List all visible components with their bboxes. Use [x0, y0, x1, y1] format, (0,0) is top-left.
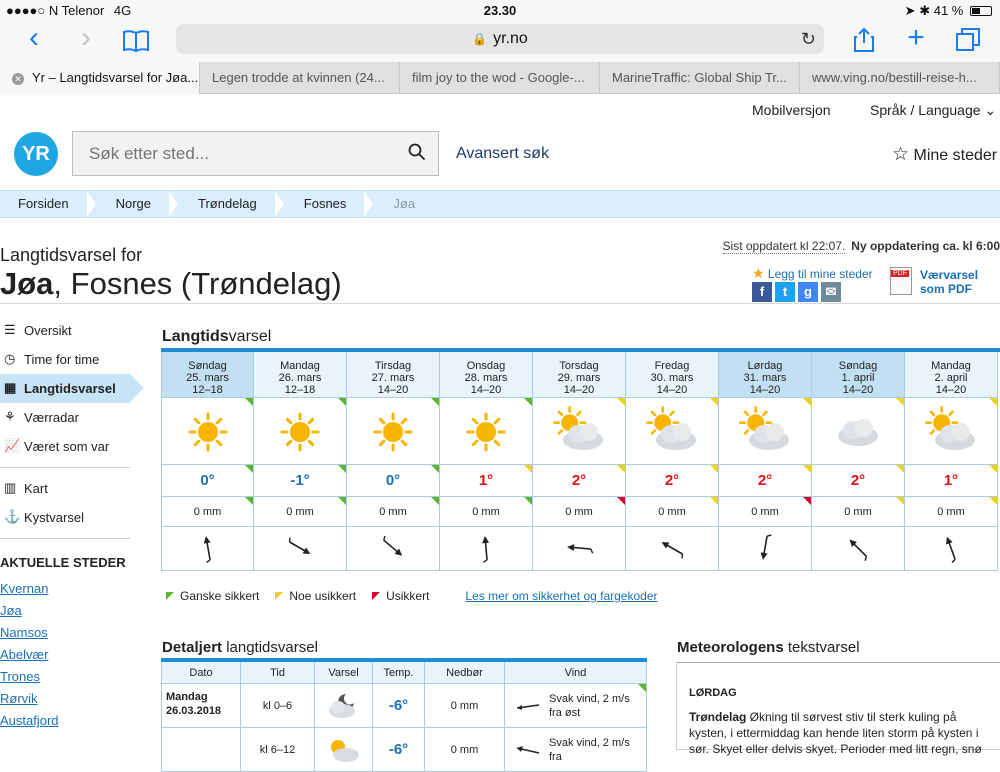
- forecast-temperature: 2°: [626, 465, 719, 497]
- divider: [0, 303, 1000, 304]
- current-place-link[interactable]: Trones: [0, 669, 40, 684]
- clock-icon: ◷: [4, 351, 16, 366]
- certainty-marker: [896, 398, 904, 406]
- forecast-temperature: 0°: [347, 465, 440, 497]
- forecast-weather: [161, 398, 254, 465]
- table-row: [161, 684, 647, 728]
- breadcrumb-separator: [275, 191, 284, 217]
- wind-arrow-icon: [285, 533, 315, 563]
- certainty-marker: [245, 465, 253, 473]
- forecast-weather: [347, 398, 440, 465]
- certainty-marker: [524, 398, 532, 406]
- certainty-marker: [989, 398, 997, 406]
- share-icon: [853, 27, 875, 53]
- forecast-day-header: [812, 352, 905, 398]
- forecast-precipitation: 0 mm: [719, 497, 812, 527]
- advanced-search-link[interactable]: Avansert søk: [456, 145, 550, 162]
- wind-arrow-icon: [936, 533, 966, 563]
- sidebar-item-kystvarsel[interactable]: ⚓ Kystvarsel: [4, 509, 84, 525]
- forecast-wind: [812, 527, 905, 571]
- battery-icon: [970, 6, 992, 16]
- wind-arrow-icon: [843, 533, 873, 563]
- breadcrumb-separator: [364, 191, 373, 217]
- forecast-weather: [440, 398, 533, 465]
- forward-button[interactable]: ›: [81, 21, 91, 54]
- meteo-body: Økning til sørvest stiv til sterk kuling på kysten, i ettermiddag kan hende liten storm på kysten i sør. Skyet eller delvis skyet. Perioder med litt regn, snø: [689, 710, 982, 756]
- tab-marinetraffic[interactable]: MarineTraffic: Global Ship Tr...: [600, 62, 800, 94]
- search-input[interactable]: [89, 144, 389, 164]
- sidebar-divider: [0, 538, 130, 539]
- partly-cloudy-icon: [557, 410, 603, 454]
- certainty-marker: [338, 497, 346, 505]
- day-name: Torsdag: [559, 360, 599, 372]
- bluetooth-icon: ✱: [919, 3, 931, 18]
- forecast-temperature: 1°: [905, 465, 998, 497]
- certainty-marker: [617, 398, 625, 406]
- day-date: 30. mars: [650, 372, 694, 384]
- clock: 23.30: [483, 3, 517, 18]
- certainty-marker: [803, 465, 811, 473]
- wind-arrow-icon: [378, 533, 408, 563]
- forecast-temperature: 2°: [812, 465, 905, 497]
- sidebar-item-vaeret-som-var[interactable]: 📈 Været som var: [4, 438, 110, 454]
- radar-icon: ⚘: [4, 409, 16, 424]
- forecast-precipitation: 0 mm: [905, 497, 998, 527]
- moon-cloud-icon: [324, 691, 364, 721]
- certainty-marker: [710, 465, 718, 473]
- forecast-title: Langtidsvarsel: [162, 328, 272, 345]
- column-header: Varsel: [315, 662, 373, 684]
- day-time: 14–20: [377, 384, 409, 396]
- detail-wind: Svak vind, 2 m/s fra: [505, 728, 647, 772]
- certainty-marker: [338, 465, 346, 473]
- certainty-marker: [638, 684, 646, 692]
- day-date: 2. april: [934, 372, 968, 384]
- sidebar-item-oversikt[interactable]: ☰ Oversikt: [4, 322, 72, 338]
- day-name: Søndag: [188, 360, 227, 372]
- new-tab-button[interactable]: +: [907, 21, 925, 54]
- day-date: 31. mars: [743, 372, 787, 384]
- forecast-weather: [254, 398, 347, 465]
- forecast-wind: [533, 527, 626, 571]
- tab-film[interactable]: film joy to the wod - Google-...: [400, 62, 600, 94]
- browser-tabs: [0, 62, 1000, 94]
- sidebar-item-time-for-time[interactable]: ◷ Time for time: [4, 351, 100, 367]
- breadcrumb-forsiden[interactable]: Forsiden: [18, 196, 69, 211]
- add-to-my-places-link[interactable]: ★ Legg til mine steder: [752, 265, 873, 281]
- certainty-marker: [338, 398, 346, 406]
- day-time: 14–20: [842, 384, 874, 396]
- current-places-heading: AKTUELLE STEDER: [0, 555, 126, 570]
- certainty-marker: [989, 497, 997, 505]
- day-time: 12–18: [192, 384, 223, 396]
- search-box: [72, 131, 439, 176]
- breadcrumb: [0, 190, 1000, 218]
- sun-icon: [278, 410, 324, 454]
- star-icon: ☆: [892, 144, 910, 165]
- wind-arrow-icon: [193, 533, 223, 563]
- forecast-precipitation: 0 mm: [440, 497, 533, 527]
- search-icon[interactable]: [408, 143, 426, 161]
- forecast-wind: [905, 527, 998, 571]
- detail-time: kl 0–6: [241, 684, 315, 728]
- detail-temp: -6°: [373, 728, 425, 772]
- url-text: yr.no: [493, 30, 528, 47]
- reload-icon[interactable]: ↻: [800, 29, 816, 49]
- location-icon: ➤: [904, 3, 916, 18]
- sidebar-item-vaerradar[interactable]: ⚘ Værradar: [4, 409, 79, 425]
- day-name: Mandag: [931, 360, 971, 372]
- breadcrumb-fosnes[interactable]: Fosnes: [303, 196, 347, 211]
- day-name: Lørdag: [747, 360, 783, 372]
- certainty-marker: [896, 465, 904, 473]
- tab-ving[interactable]: www.ving.no/bestill-reise-h...: [800, 62, 1000, 94]
- network-type: 4G: [113, 3, 132, 18]
- forecast-day-header: [626, 352, 719, 398]
- wind-arrow-icon: [657, 533, 687, 563]
- next-update: Ny oppdatering ca. kl 6:00: [851, 239, 1000, 253]
- certainty-marker: [896, 497, 904, 505]
- forecast-day-header: [161, 352, 254, 398]
- certainty-marker: [710, 398, 718, 406]
- detail-weather: [315, 684, 373, 728]
- sidebar: [0, 316, 130, 732]
- book-icon: [122, 29, 150, 53]
- certainty-marker: [617, 497, 625, 505]
- detail-temp: -6°: [373, 684, 425, 728]
- facebook-icon[interactable]: f: [752, 282, 772, 302]
- partly-cloudy-icon: [929, 410, 975, 454]
- sidebar-item-langtidsvarsel[interactable]: ▦ Langtidsvarsel: [0, 374, 130, 403]
- forecast-wind: [254, 527, 347, 571]
- page-title: Jøa, Fosnes (Trøndelag): [0, 266, 342, 301]
- day-name: Tirsdag: [374, 360, 412, 372]
- forecast-precipitation: 0 mm: [161, 497, 254, 527]
- breadcrumb-separator: [169, 191, 178, 217]
- certainty-marker: [431, 398, 439, 406]
- column-header: Tid: [241, 662, 315, 684]
- bookmarks-button[interactable]: [118, 24, 154, 56]
- current-place-link[interactable]: Kvernan: [0, 581, 49, 596]
- forecast-wind: [626, 527, 719, 571]
- detail-wind: Svak vind, 2 m/s fra øst: [505, 684, 647, 728]
- column-header: Temp.: [373, 662, 425, 684]
- email-icon[interactable]: ✉: [821, 282, 841, 302]
- sun-icon: [186, 410, 232, 454]
- star-icon: ★: [752, 265, 765, 281]
- table-row: [161, 728, 647, 772]
- detail-precip: 0 mm: [425, 728, 505, 772]
- day-date: 27. mars: [371, 372, 415, 384]
- day-date: 1. april: [841, 372, 875, 384]
- detail-date: Mandag 26.03.2018: [161, 684, 241, 728]
- carrier: ●●●●○ N Telenor: [6, 3, 105, 18]
- meteo-day: LØRDAG: [689, 687, 737, 699]
- day-name: Onsdag: [466, 360, 506, 372]
- current-place-link[interactable]: Rørvik: [0, 691, 38, 706]
- wind-arrow-icon: [471, 533, 501, 563]
- chevron-down-icon: ⌄: [984, 102, 997, 118]
- ios-status-bar: [0, 0, 1000, 20]
- forecast-temperature: 2°: [719, 465, 812, 497]
- sun-icon: [464, 410, 510, 454]
- partly-cloudy-icon: [743, 410, 789, 454]
- wind-arrow-icon: [513, 696, 543, 716]
- certainty-marker: [524, 497, 532, 505]
- day-date: 25. mars: [186, 372, 229, 384]
- meteo-region: Trøndelag: [689, 710, 747, 724]
- breadcrumb-current: Jøa: [393, 196, 416, 211]
- green-marker-icon: [166, 592, 174, 600]
- battery-percent: 41 %: [933, 3, 964, 18]
- forecast-wind: [440, 527, 533, 571]
- forecast-precipitation: 0 mm: [254, 497, 347, 527]
- forecast-day-header: [440, 352, 533, 398]
- partly-cloudy-icon: [324, 735, 364, 765]
- tabs-icon: [955, 27, 981, 53]
- certainty-marker: [710, 497, 718, 505]
- forecast-day-header: [905, 352, 998, 398]
- column-header: Vind: [505, 662, 647, 684]
- day-name: Mandag: [280, 360, 320, 372]
- tab-yr[interactable]: ✕ Yr – Langtidsvarsel for Jøa...: [0, 62, 200, 94]
- google-plus-icon[interactable]: g: [798, 282, 818, 302]
- forecast-wind: [347, 527, 440, 571]
- certainty-marker: [245, 398, 253, 406]
- certainty-marker: [803, 398, 811, 406]
- top-links: [0, 100, 1000, 120]
- forecast-temperature: 1°: [440, 465, 533, 497]
- language-selector[interactable]: Språk / Language ⌄: [870, 102, 997, 118]
- tab-legen[interactable]: Legen trodde at kvinnen (24...: [200, 62, 400, 94]
- breadcrumb-norge[interactable]: Norge: [115, 196, 151, 211]
- yr-logo[interactable]: YR: [14, 132, 58, 176]
- page-subtitle: Langtidsvarsel for: [0, 245, 143, 265]
- current-place-link[interactable]: Abelvær: [0, 647, 49, 662]
- forecast-day-header: [254, 352, 347, 398]
- tabs-overview-button[interactable]: [950, 24, 986, 56]
- browser-toolbar: [0, 20, 1000, 62]
- address-bar[interactable]: [176, 24, 824, 54]
- forecast-weather: [905, 398, 998, 465]
- forecast-temperature: -1°: [254, 465, 347, 497]
- partly-cloudy-icon: [650, 410, 696, 454]
- detail-table: [161, 658, 647, 772]
- close-icon[interactable]: ✕: [12, 73, 24, 85]
- day-date: 28. mars: [464, 372, 508, 384]
- current-place-link[interactable]: Jøa: [0, 603, 22, 618]
- certainty-marker: [617, 465, 625, 473]
- sidebar-item-kart[interactable]: ▥ Kart: [4, 480, 48, 496]
- share-icons: [752, 282, 841, 302]
- pdf-icon[interactable]: [890, 267, 912, 295]
- forecast-temperature: 2°: [533, 465, 626, 497]
- pdf-link[interactable]: Værvarsel som PDF: [920, 268, 979, 296]
- detail-time: kl 6–12: [241, 728, 315, 772]
- certainty-marker: [989, 465, 997, 473]
- current-place-link[interactable]: Namsos: [0, 625, 48, 640]
- mobile-version-link[interactable]: Mobilversjon: [752, 102, 831, 118]
- forecast-table: [161, 348, 1000, 571]
- meteorologist-text: [676, 662, 1000, 756]
- detail-title: Detaljert langtidsvarsel: [162, 639, 318, 656]
- day-time: 14–20: [656, 384, 688, 396]
- update-info: [723, 239, 1000, 253]
- forecast-weather: [533, 398, 626, 465]
- sun-icon: [371, 410, 417, 454]
- day-date: 29. mars: [557, 372, 601, 384]
- day-date: 26. mars: [278, 372, 322, 384]
- forecast-day-header: [533, 352, 626, 398]
- forecast-wind: [719, 527, 812, 571]
- map-icon: ▥: [4, 480, 17, 495]
- detail-header-row: [161, 662, 647, 684]
- twitter-icon[interactable]: t: [775, 282, 795, 302]
- forecast-precipitation: 0 mm: [533, 497, 626, 527]
- lock-icon: 🔒: [472, 32, 488, 46]
- breadcrumb-separator: [87, 191, 96, 217]
- wind-arrow-icon: [750, 533, 780, 563]
- back-button[interactable]: ‹: [29, 21, 39, 54]
- wind-arrow-icon: [513, 740, 543, 760]
- forecast-wind: [161, 527, 254, 571]
- list-icon: ☰: [4, 322, 16, 337]
- certainty-marker: [803, 497, 811, 505]
- anchor-icon: ⚓: [4, 509, 21, 524]
- forecast-weather: [812, 398, 905, 465]
- certainty-marker: [431, 465, 439, 473]
- certainty-legend: Ganske sikkert Noe usikkert Usikkert Les mer om sikkerhet og fargekoder: [166, 589, 658, 603]
- yellow-marker-icon: [275, 592, 283, 600]
- cloud-icon: [836, 410, 882, 454]
- day-time: 14–20: [749, 384, 781, 396]
- day-name: Søndag: [838, 360, 878, 372]
- forecast-weather: [626, 398, 719, 465]
- forecast-precipitation: 0 mm: [626, 497, 719, 527]
- forecast-temperature: 0°: [161, 465, 254, 497]
- forecast-weather: [719, 398, 812, 465]
- certainty-info-link[interactable]: Les mer om sikkerhet og fargekoder: [465, 589, 658, 603]
- sidebar-divider: [0, 467, 130, 468]
- certainty-marker: [431, 497, 439, 505]
- my-places-link[interactable]: ☆ Mine steder: [892, 144, 998, 165]
- forecast-day-header: [719, 352, 812, 398]
- forecast-precipitation: 0 mm: [347, 497, 440, 527]
- day-name: Fredag: [654, 360, 690, 372]
- certainty-marker: [245, 497, 253, 505]
- day-time: 12–18: [284, 384, 316, 396]
- calendar-icon: ▦: [4, 380, 17, 395]
- day-time: 14–20: [563, 384, 595, 396]
- column-header: Nedbør: [425, 662, 505, 684]
- day-time: 14–20: [470, 384, 502, 396]
- red-marker-icon: [372, 592, 380, 600]
- last-updated: Sist oppdatert kl 22:07.: [722, 239, 846, 253]
- day-time: 14–20: [935, 384, 967, 396]
- certainty-marker: [524, 465, 532, 473]
- forecast-precipitation: 0 mm: [812, 497, 905, 527]
- detail-precip: 0 mm: [425, 684, 505, 728]
- breadcrumb-trondelag[interactable]: Trøndelag: [198, 196, 257, 211]
- meteorologist-title: Meteorologens tekstvarsel: [677, 639, 860, 656]
- detail-weather: [315, 728, 373, 772]
- wind-arrow-icon: [564, 533, 594, 563]
- share-button[interactable]: [846, 24, 882, 56]
- detail-date: [161, 728, 241, 772]
- forecast-day-header: [347, 352, 440, 398]
- current-place-link[interactable]: Austafjord: [0, 713, 59, 728]
- column-header: Dato: [161, 662, 241, 684]
- chart-icon: 📈: [4, 438, 21, 453]
